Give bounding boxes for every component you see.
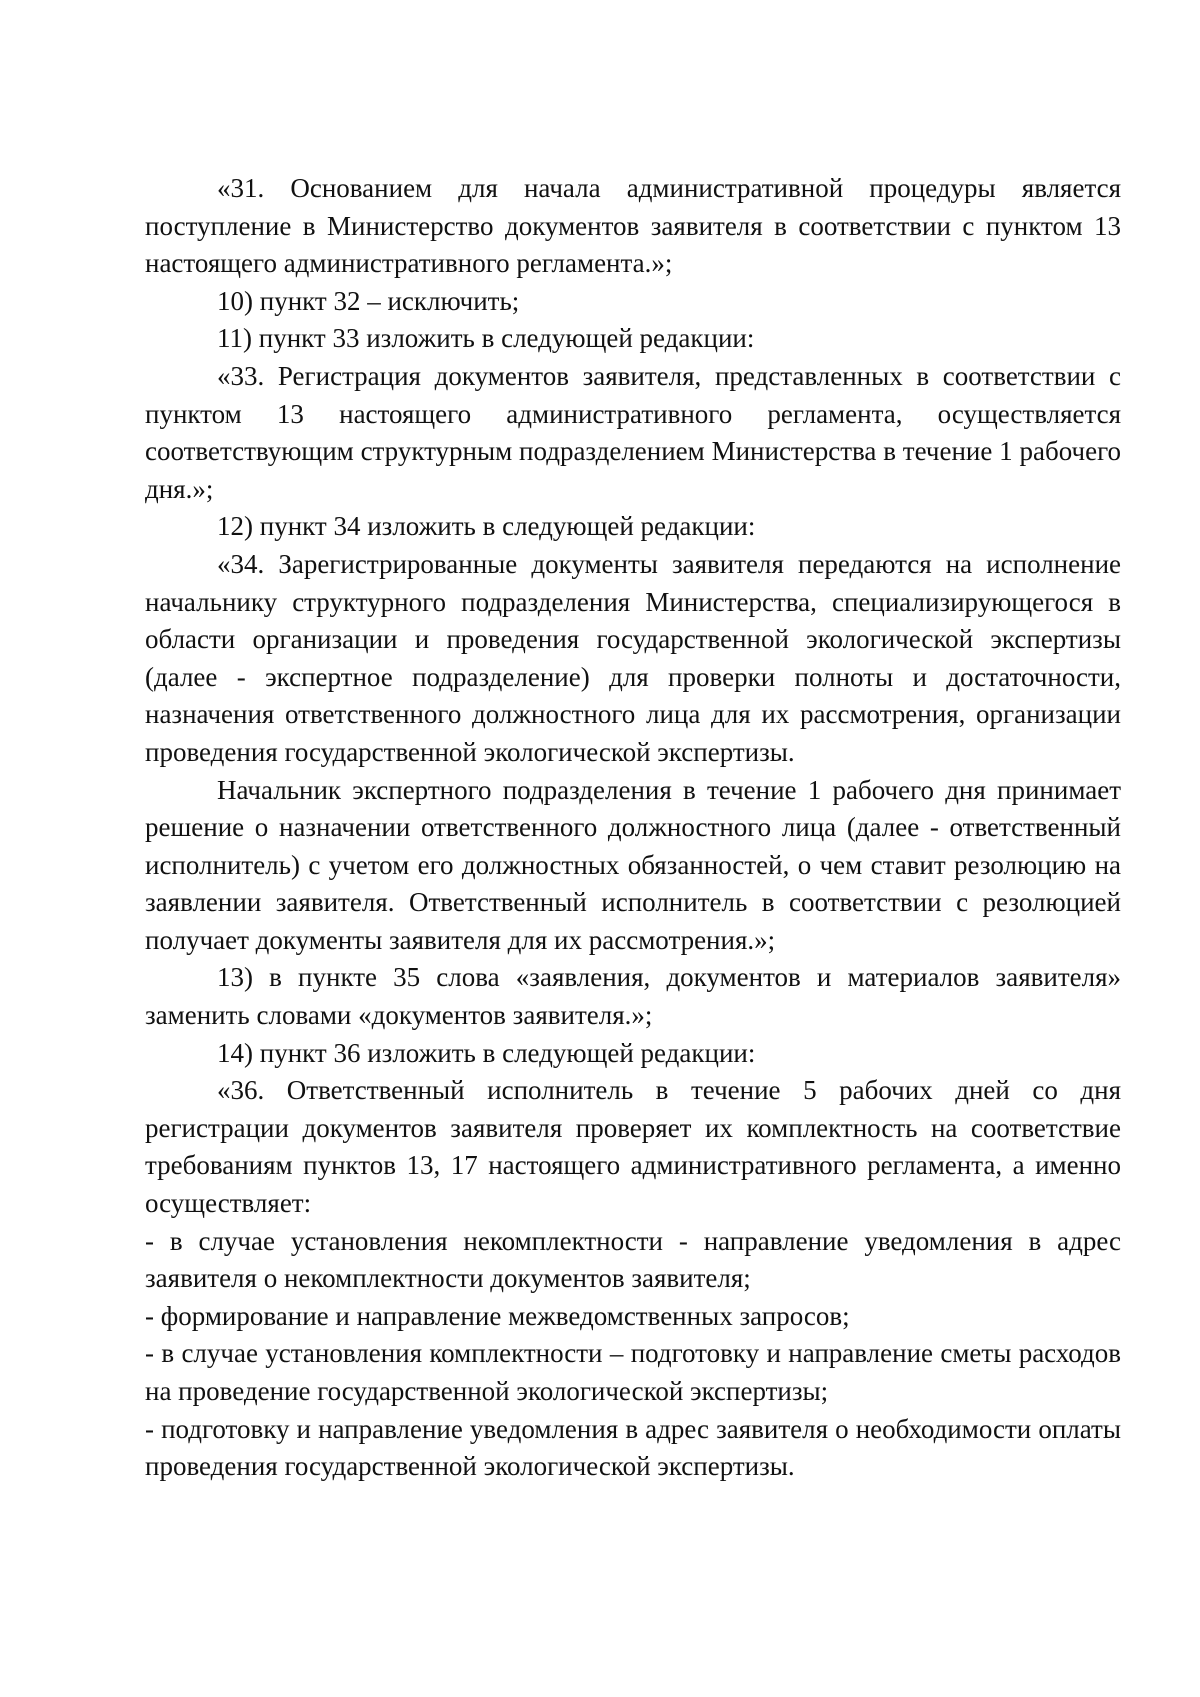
paragraph-head-decision: Начальник экспертного подразделения в течение 1 рабочего дня принимает решение о назначении ответственного должностного лица (далее - ответственный исполнитель) с учетом его должностных обязанностей, о чем ставит резолюцию на заявлении заявителя. Ответственный исполнитель в соответствии с резолюцией получает документы заявителя для их рассмотрения.»; <box>145 774 1121 955</box>
paragraph-item-10: 10) пункт 32 – исключить; <box>217 285 520 316</box>
list-item-payment-notice: - подготовку и направление уведомления в адрес заявителя о необходимости оплаты проведения государственной экологической экспертизы. <box>145 1413 1121 1482</box>
paragraph-item-14: 14) пункт 36 изложить в следующей редакции: <box>217 1037 756 1068</box>
paragraph-34-transfer: «34. Зарегистрированные документы заявителя передаются на исполнение начальнику структурного подразделения Министерства, специализирующегося в области организации и проведения государственной экологической экспертизы (далее - экспертное подразделение) для проверки полноты и достаточности, назначения ответственного должностного лица для их рассмотрения, организации проведения государственной экологической экспертизы. <box>145 548 1121 767</box>
list-item-requests: - формирование и направление межведомственных запросов; <box>145 1300 850 1331</box>
paragraph-item-12: 12) пункт 34 изложить в следующей редакции: <box>217 511 756 542</box>
paragraph-31-basis: «31. Основанием для начала административной процедуры является поступление в Министерство документов заявителя в соответствии с пунктом 13 настоящего административного регламента.»; <box>145 173 1121 279</box>
document-body <box>145 170 1121 1486</box>
paragraph-33-registration: «33. Регистрация документов заявителя, представленных в соответствии с пунктом 13 настоящего административного регламента, осуществляется соответствующим структурным подразделением Министерства в течение 1 рабочего дня.»; <box>145 360 1121 504</box>
paragraph-item-13: 13) в пункте 35 слова «заявления, документов и материалов заявителя» заменить словами «документов заявителя.»; <box>145 962 1121 1031</box>
paragraph-36-check: «36. Ответственный исполнитель в течение 5 рабочих дней со дня регистрации документов заявителя проверяет их комплектность на соответствие требованиям пунктов 13, 17 настоящего административного регламента, а именно осуществляет: <box>145 1075 1121 1219</box>
list-item-incompleteness: - в случае установления некомплектности - направление уведомления в адрес заявителя о некомплектности документов заявителя; <box>145 1225 1121 1294</box>
list-item-completeness: - в случае установления комплектности – подготовку и направление сметы расходов на проведение государственной экологической экспертизы; <box>145 1338 1121 1406</box>
paragraph-item-11: 11) пункт 33 изложить в следующей редакции: <box>217 323 755 354</box>
